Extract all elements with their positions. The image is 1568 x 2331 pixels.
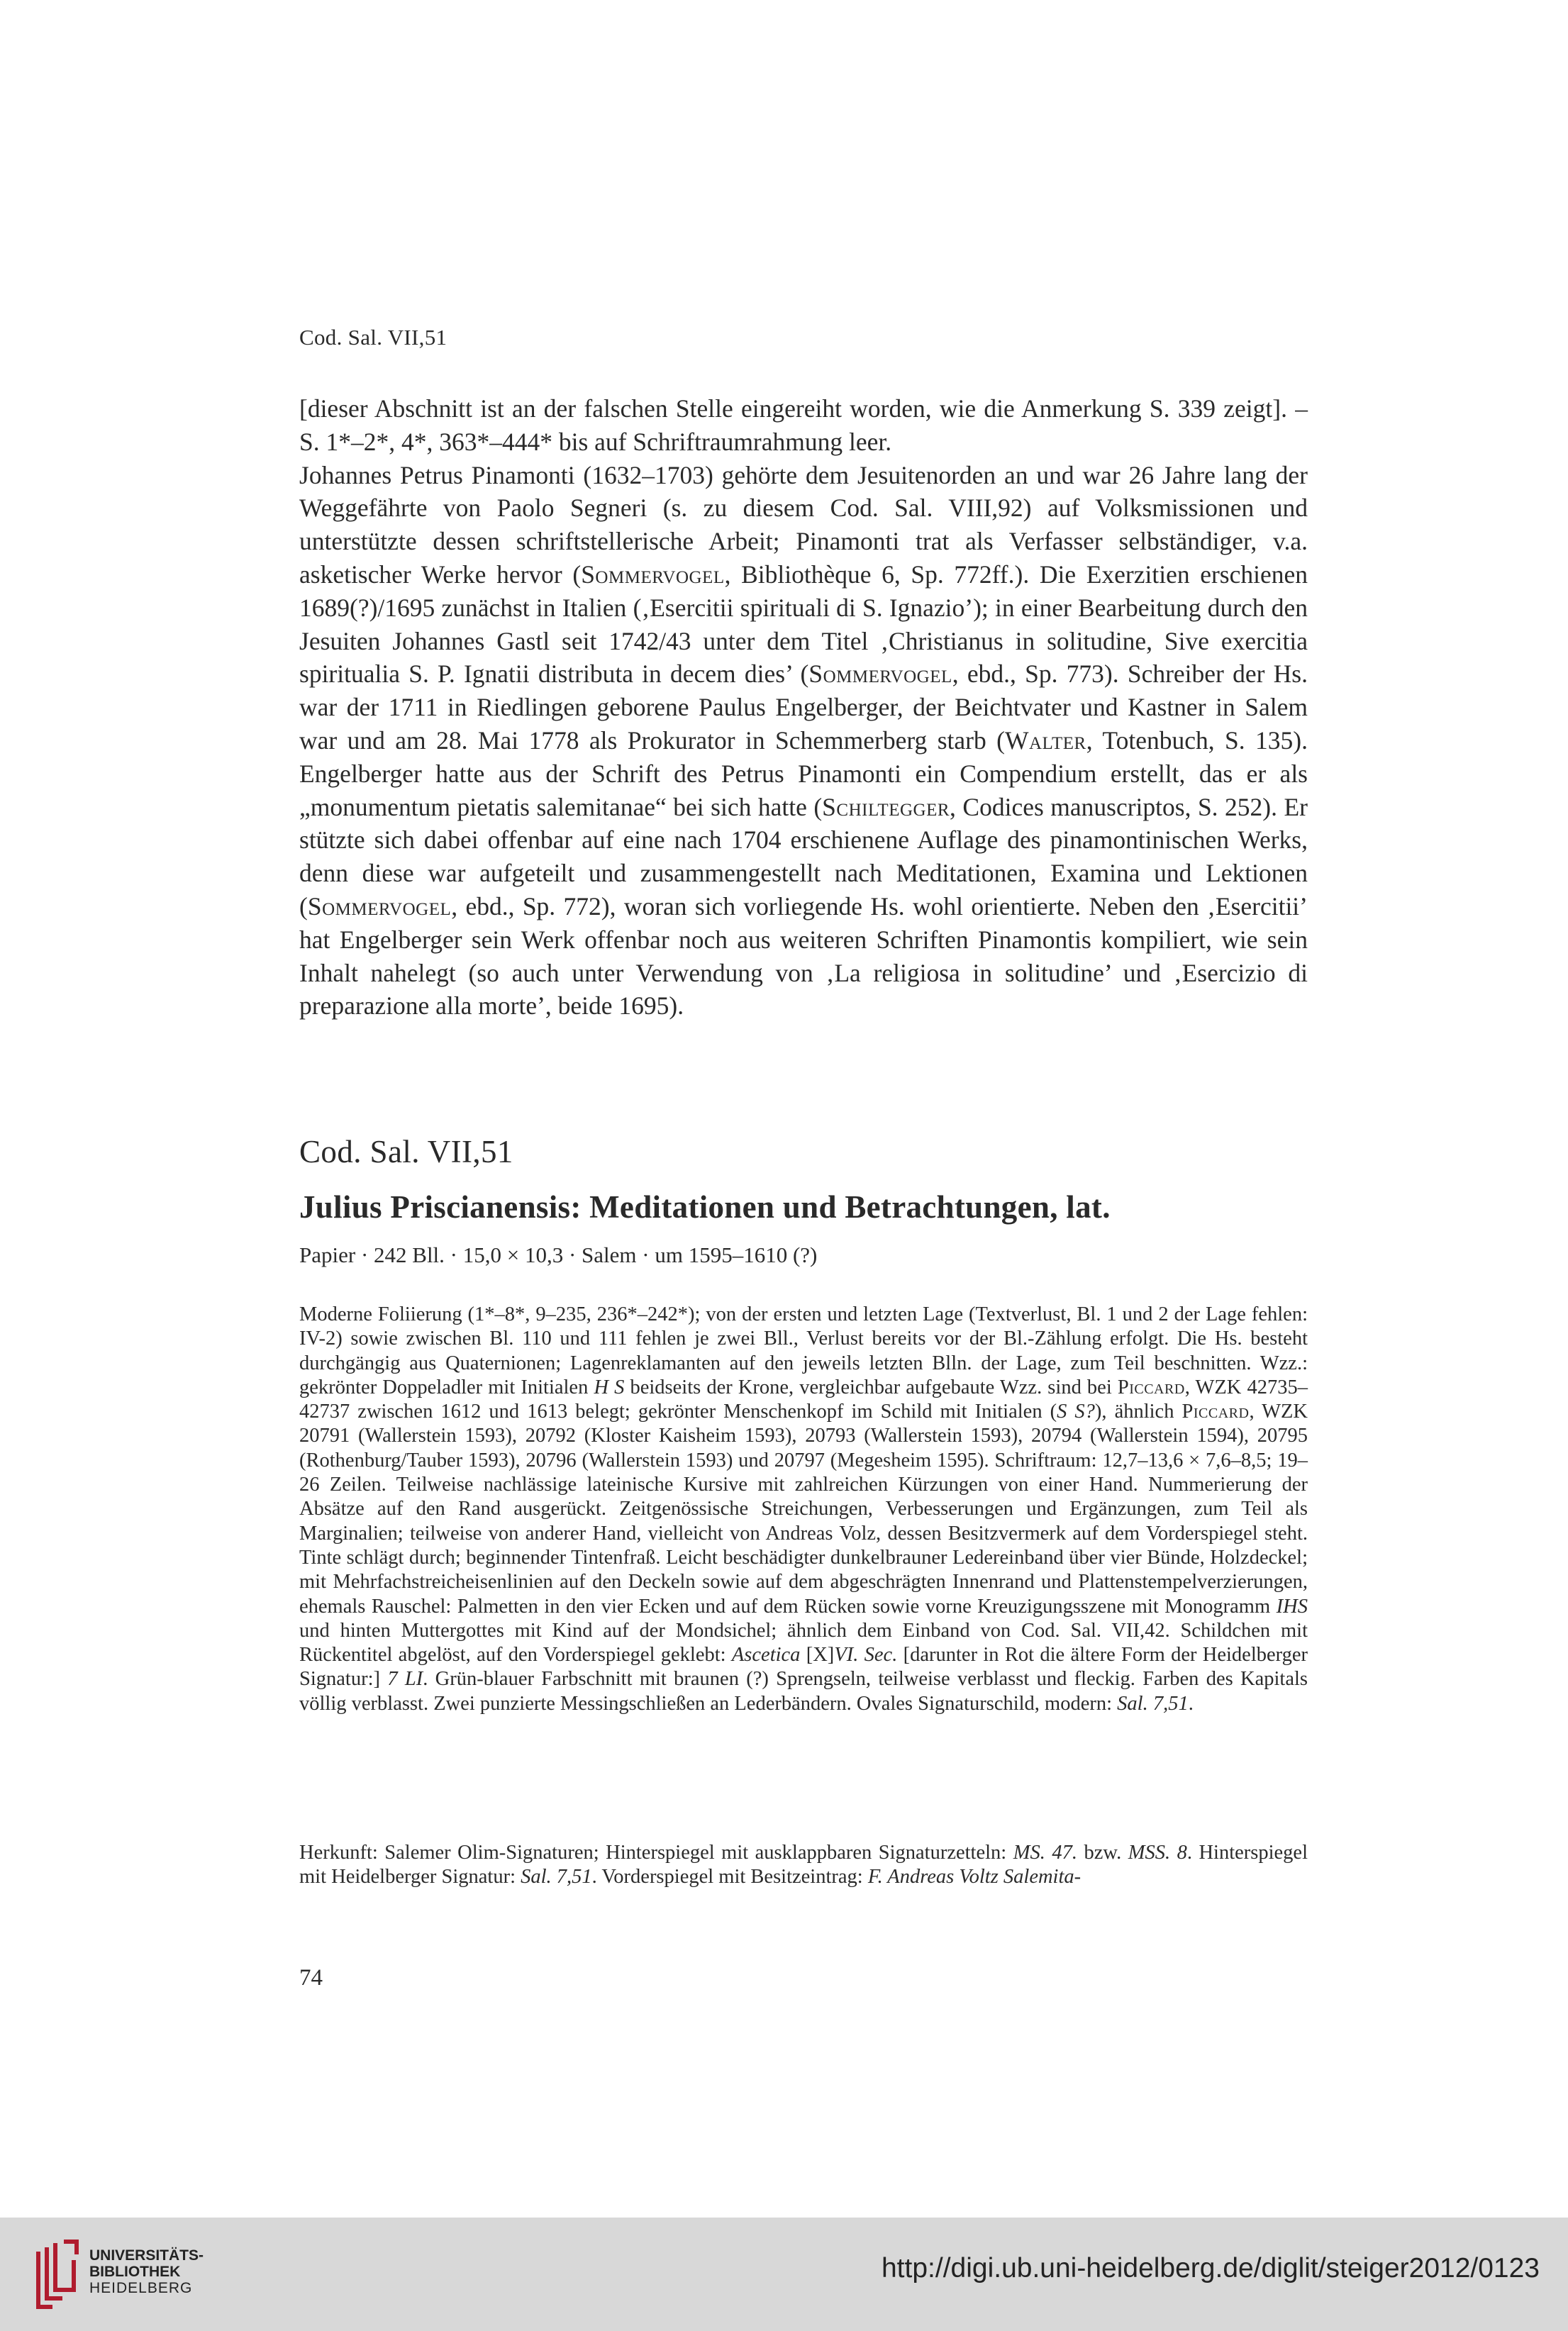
intro-paragraph-1: [299, 392, 1308, 459]
description-text-span: .: [1188, 1692, 1194, 1715]
provenance-text-span: . Hinterspiegel mit Heidelberger Signatur:: [299, 1842, 1308, 1888]
intro-text-span: [dieser Abschnitt ist an der falschen Stelle eingereiht worden, wie die Anmerkung S. 339 zeigt]. – S. 1*–2*, 4*, 363*–444* bis auf Schriftraumrahmung leer.: [299, 394, 1308, 456]
intro-text-span: , ebd., Sp. 772), woran sich vorliegende Hs. wohl orientierte. Neben den ‚Esercitii’ hat Engelberger sein Werk offenbar noch aus weiteren Schriften Pinamontis kompiliert, wie sein Inhalt nahelegt (so auch unter Verwendung von ‚La religiosa in solitudine’ und ‚Esercizio di preparazione alla morte’, beide 1695).: [299, 891, 1308, 1020]
watermark-initials: H S: [594, 1376, 625, 1398]
author-ref: Sommervogel: [808, 660, 952, 689]
signature: MSS. 8: [1128, 1842, 1187, 1864]
intro-paragraph-2: [299, 459, 1308, 1023]
signature: MS. 47.: [1013, 1842, 1077, 1864]
description-text-span: beidseits der Krone, vergleichbar aufgebaute Wzz. sind bei: [624, 1376, 1118, 1398]
library-name: [89, 2247, 204, 2296]
ub-heidelberg-logo-icon: [31, 2239, 81, 2311]
footer-bar: [0, 2218, 1568, 2331]
author-ref: Schiltegger: [822, 792, 950, 821]
modern-signature: Sal. 7,51: [1117, 1692, 1189, 1715]
old-signature: 7 LI: [387, 1668, 423, 1691]
description-text-span: [X]: [800, 1644, 835, 1667]
description-text-span: [darunter in Rot die ältere Form der Heidelberger Signatur:]: [299, 1644, 1308, 1691]
description-text-span: Moderne Foliierung (1*–8*, 9–235, 236*–242*); von der ersten und letzten Lage (Textverlust, Bl. 1 und 2 der Lage fehlen: IV-2) sowie zwischen Bl. 110 und 111 fehlen je zwei Bll., Verlust bereits vor der Bl.-Zählung erfolgt. Die Hs. besteht durchgängig aus Quaternionen; Lagenreklamanten auf den jeweils letzten Blln. der Lage, zum Teil beschnitten. Wzz.: gekrönter Doppeladler mit Initialen: [299, 1303, 1308, 1398]
description-text-span: . Grün-blauer Farbschnitt mit braunen (?) Sprengseln, teilweise verblasst und fleckig. Farben des Kapitals völlig verblasst. Zwei punzierte Messingschließen an Lederbändern. Ovales Signaturschild, modern:: [299, 1668, 1308, 1715]
library-name-line-3: HEIDELBERG: [89, 2280, 193, 2296]
description-text-span: und hinten Muttergottes mit Kind auf der Mondsichel; ähnlich dem Einband von Cod. Sal. VII,42. Schildchen mit Rückentitel abgelöst, auf den Vorderspiegel geklebt:: [299, 1619, 1308, 1667]
author-ref: Sommervogel: [581, 560, 725, 589]
codicological-description: [299, 1303, 1308, 1716]
description-text-span: , WZK 42735–42737 zwischen 1612 und 1613 belegt; gekrönter Menschenkopf im Schild mit Initialen (: [299, 1376, 1308, 1423]
intro-text-span: Johannes Petrus Pinamonti (1632–1703) gehörte dem Jesuitenorden an und war 26 Jahre lang der Weggefährte von Paolo Segneri (s. zu diesem Cod. Sal. VIII,92) auf Volksmissionen und unterstützte dessen schriftstellerische Arbeit; Pinamonti trat als Verfasser selbständiger, v.a. asketischer Werke hervor (: [299, 460, 1308, 589]
library-name-line-2: BIBLIOTHEK: [89, 2264, 181, 2280]
library-name-line-1: UNIVERSITÄTS-: [89, 2247, 204, 2264]
intro-text-span: , ebd., Sp. 773). Schreiber der Hs. war der 1711 in Riedlingen geborene Paulus Engelberger, der Beichtvater und Kastner in Salem war und am 28. Mai 1778 als Prokurator in Schemmerberg starb (: [299, 660, 1308, 755]
page-number: 74: [299, 1965, 323, 1991]
running-head: Cod. Sal. VII,51: [299, 325, 447, 350]
author-ref: Piccard: [1117, 1376, 1185, 1398]
provenance-text-span: . Vorderspiegel mit Besitzeintrag:: [591, 1866, 868, 1888]
provenance-text-span: Herkunft: Salemer Olim-Signaturen; Hinterspiegel mit ausklappbaren Signaturzetteln:: [299, 1842, 1013, 1864]
intro-text-span: , Codices manuscriptos, S. 252). Er stützte sich dabei offenbar auf eine nach 1704 erschienene Auflage des pinamontinischen Werks, denn diese war aufgeteilt und zusammengestellt nach Meditationen, Examina und Lektionen (: [299, 792, 1308, 920]
signature: Sal. 7,51: [521, 1866, 592, 1888]
intro-text: [299, 392, 1308, 1023]
spine-title: Ascetica: [731, 1644, 801, 1667]
description-text-span: ), ähnlich: [1094, 1401, 1182, 1423]
entry-title: Julius Priscianensis: Meditationen und Betrachtungen, lat.: [299, 1189, 1111, 1225]
author-ref: Piccard: [1181, 1401, 1250, 1423]
entry-meta: Papier · 242 Bll. · 15,0 × 10,3 · Salem · um 1595–1610 (?): [299, 1242, 818, 1267]
watermark-initials: S S?: [1057, 1401, 1095, 1423]
description-text-span: , WZK 20791 (Wallerstein 1593), 20792 (Kloster Kaisheim 1593), 20793 (Wallerstein 1593), 20794 (Wallerstein 1594), 20795 (Rothenburg/Tauber 1593), 20796 (Wallerstein 1593) und 20797 (Megesheim 1595). Schriftraum: 12,7–13,6 × 7,6–8,5; 19–26 Zeilen. Teilweise nachlässige lateinische Kursive mit zahlreichen Kürzungen von einer Hand. Nummerierung der Absätze auf den Rand ausgerückt. Zeitgenössische Streichungen, Verbesserungen und Ergänzungen, zum Teil als Marginalien; teilweise von anderer Hand, vielleicht von Andreas Volz, dessen Besitzvermerk auf dem Vorderspiegel steht. Tinte schlägt durch; beginnender Tintenfraß. Leicht beschädigter dunkelbrauner Ledereinband über vier Bünde, Holzdeckel; mit Mehrfachstreicheisenlinien auf den Deckeln sowie auf dem abgeschrägten Innenrand und Plattenstempelverzierungen, ehemals Rauschel: Palmetten in den vier Ecken und auf dem Rücken sowie vorne Kreuzigungsszene mit Monogramm: [299, 1401, 1308, 1618]
description-paragraph: [299, 1303, 1308, 1716]
entry-heading: Cod. Sal. VII,51: [299, 1134, 513, 1169]
intro-text-span: , Bibliothèque 6, Sp. 772ff.). Die Exerzitien erschienen 1689(?)/1695 zunächst in Italien (‚Esercitii spirituali di S. Ignazio’); in einer Bearbeitung durch den Jesuiten Johannes Gastl seit 1742/43 unter dem Titel ‚Christianus in solitudine, Sive exercitia spiritualia S. P. Ignatii distributa in decem dies’ (: [299, 560, 1308, 689]
intro-text-span: , Totenbuch, S. 135). Engelberger hatte aus der Schrift des Petrus Pinamonti ein Compendium erstellt, das er als „monumentum pietatis salemitanae“ bei sich hatte (: [299, 725, 1308, 821]
provenance: [299, 1841, 1308, 1890]
provenance-paragraph: [299, 1841, 1308, 1890]
author-ref: Walter: [1004, 725, 1086, 755]
spine-title-2: VI. Sec.: [834, 1644, 898, 1667]
source-url-link[interactable]: http://digi.ub.uni-heidelberg.de/diglit/steiger2012/0123: [881, 2253, 1540, 2283]
owner-inscription: F. Andreas Voltz Salemita-: [867, 1866, 1082, 1888]
monogram: IHS: [1276, 1595, 1308, 1618]
provenance-text-span: bzw.: [1077, 1842, 1128, 1864]
author-ref: Sommervogel: [307, 891, 452, 920]
